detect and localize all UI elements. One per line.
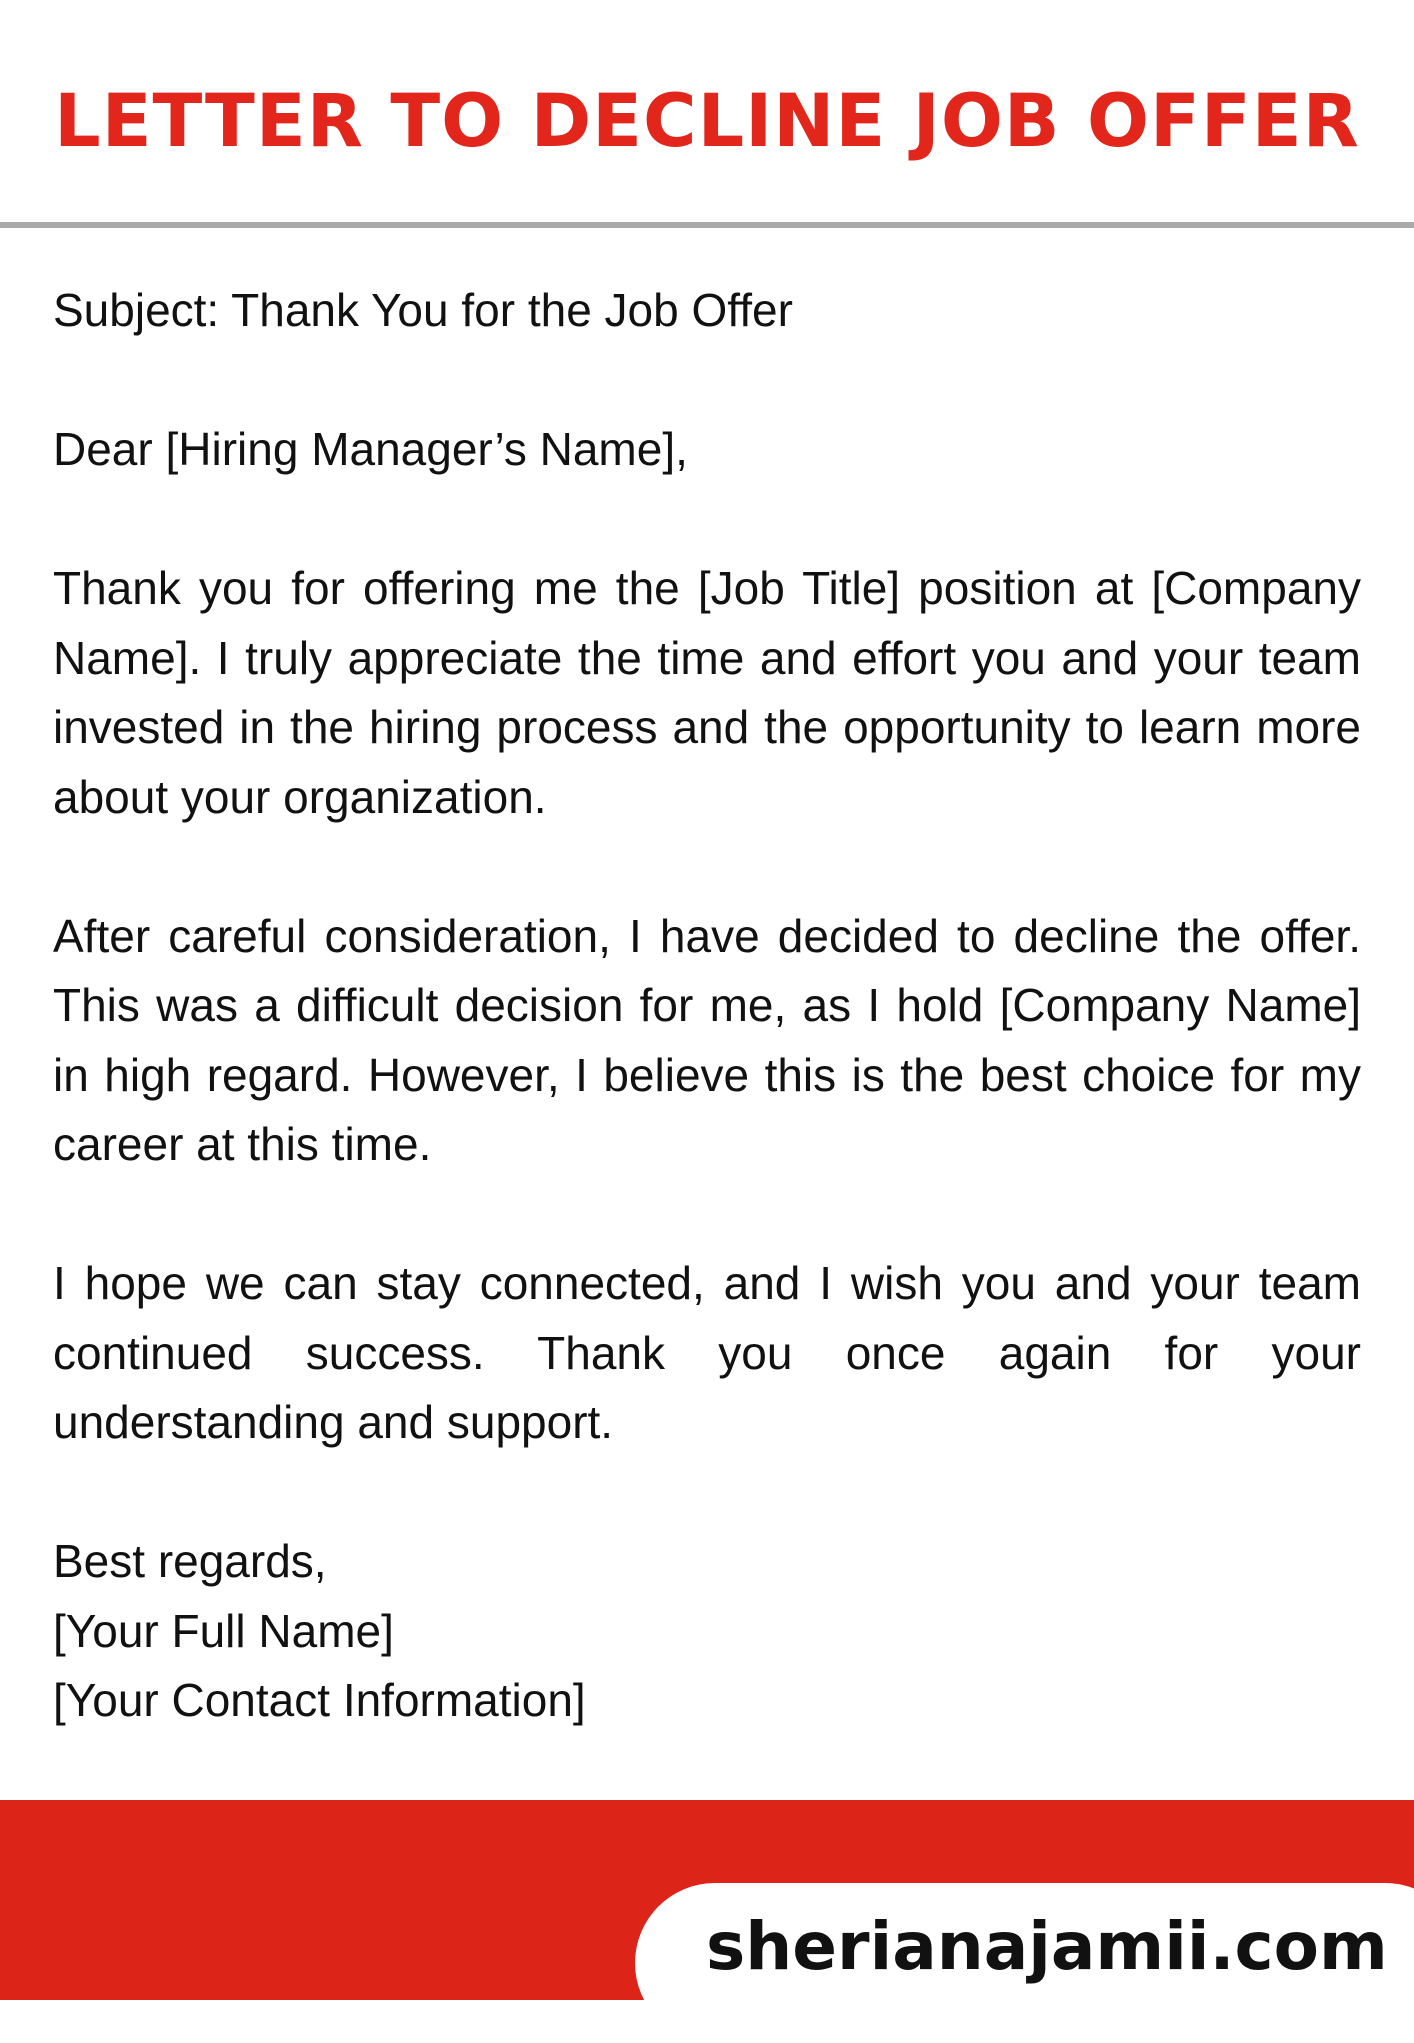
letter-paragraph: After careful consideration, I have decided to decline the offer. This was a difficult decision for me, as I hold [Company Name] in high regard. However, I believe this is the best choice for my career at this time. bbox=[53, 909, 1361, 1170]
letter-signoff bbox=[53, 1527, 1361, 1736]
page-title: LETTER TO DECLINE JOB OFFER bbox=[54, 79, 1360, 164]
signature-contact: [Your Contact Information] bbox=[53, 1674, 586, 1726]
letter-salutation: Dear [Hiring Manager’s Name], bbox=[53, 423, 688, 475]
letter-body bbox=[53, 276, 1361, 1736]
letter-closing: Best regards, bbox=[53, 1535, 327, 1587]
letter-subject: Subject: Thank You for the Job Offer bbox=[53, 284, 793, 336]
website-label: sherianajamii.com bbox=[706, 1908, 1388, 1985]
signature-name: [Your Full Name] bbox=[53, 1604, 394, 1657]
letter-paragraph: Thank you for offering me the [Job Title] position at [Company Name]. I truly appreciate the time and effort you and your team invested in the hiring process and the opportunity to learn more about your organization. bbox=[53, 562, 1361, 823]
header-divider bbox=[0, 222, 1414, 228]
letter-paragraph: I hope we can stay connected, and I wish you and your team continued success. Thank you once again for your understanding and support. bbox=[53, 1257, 1361, 1448]
